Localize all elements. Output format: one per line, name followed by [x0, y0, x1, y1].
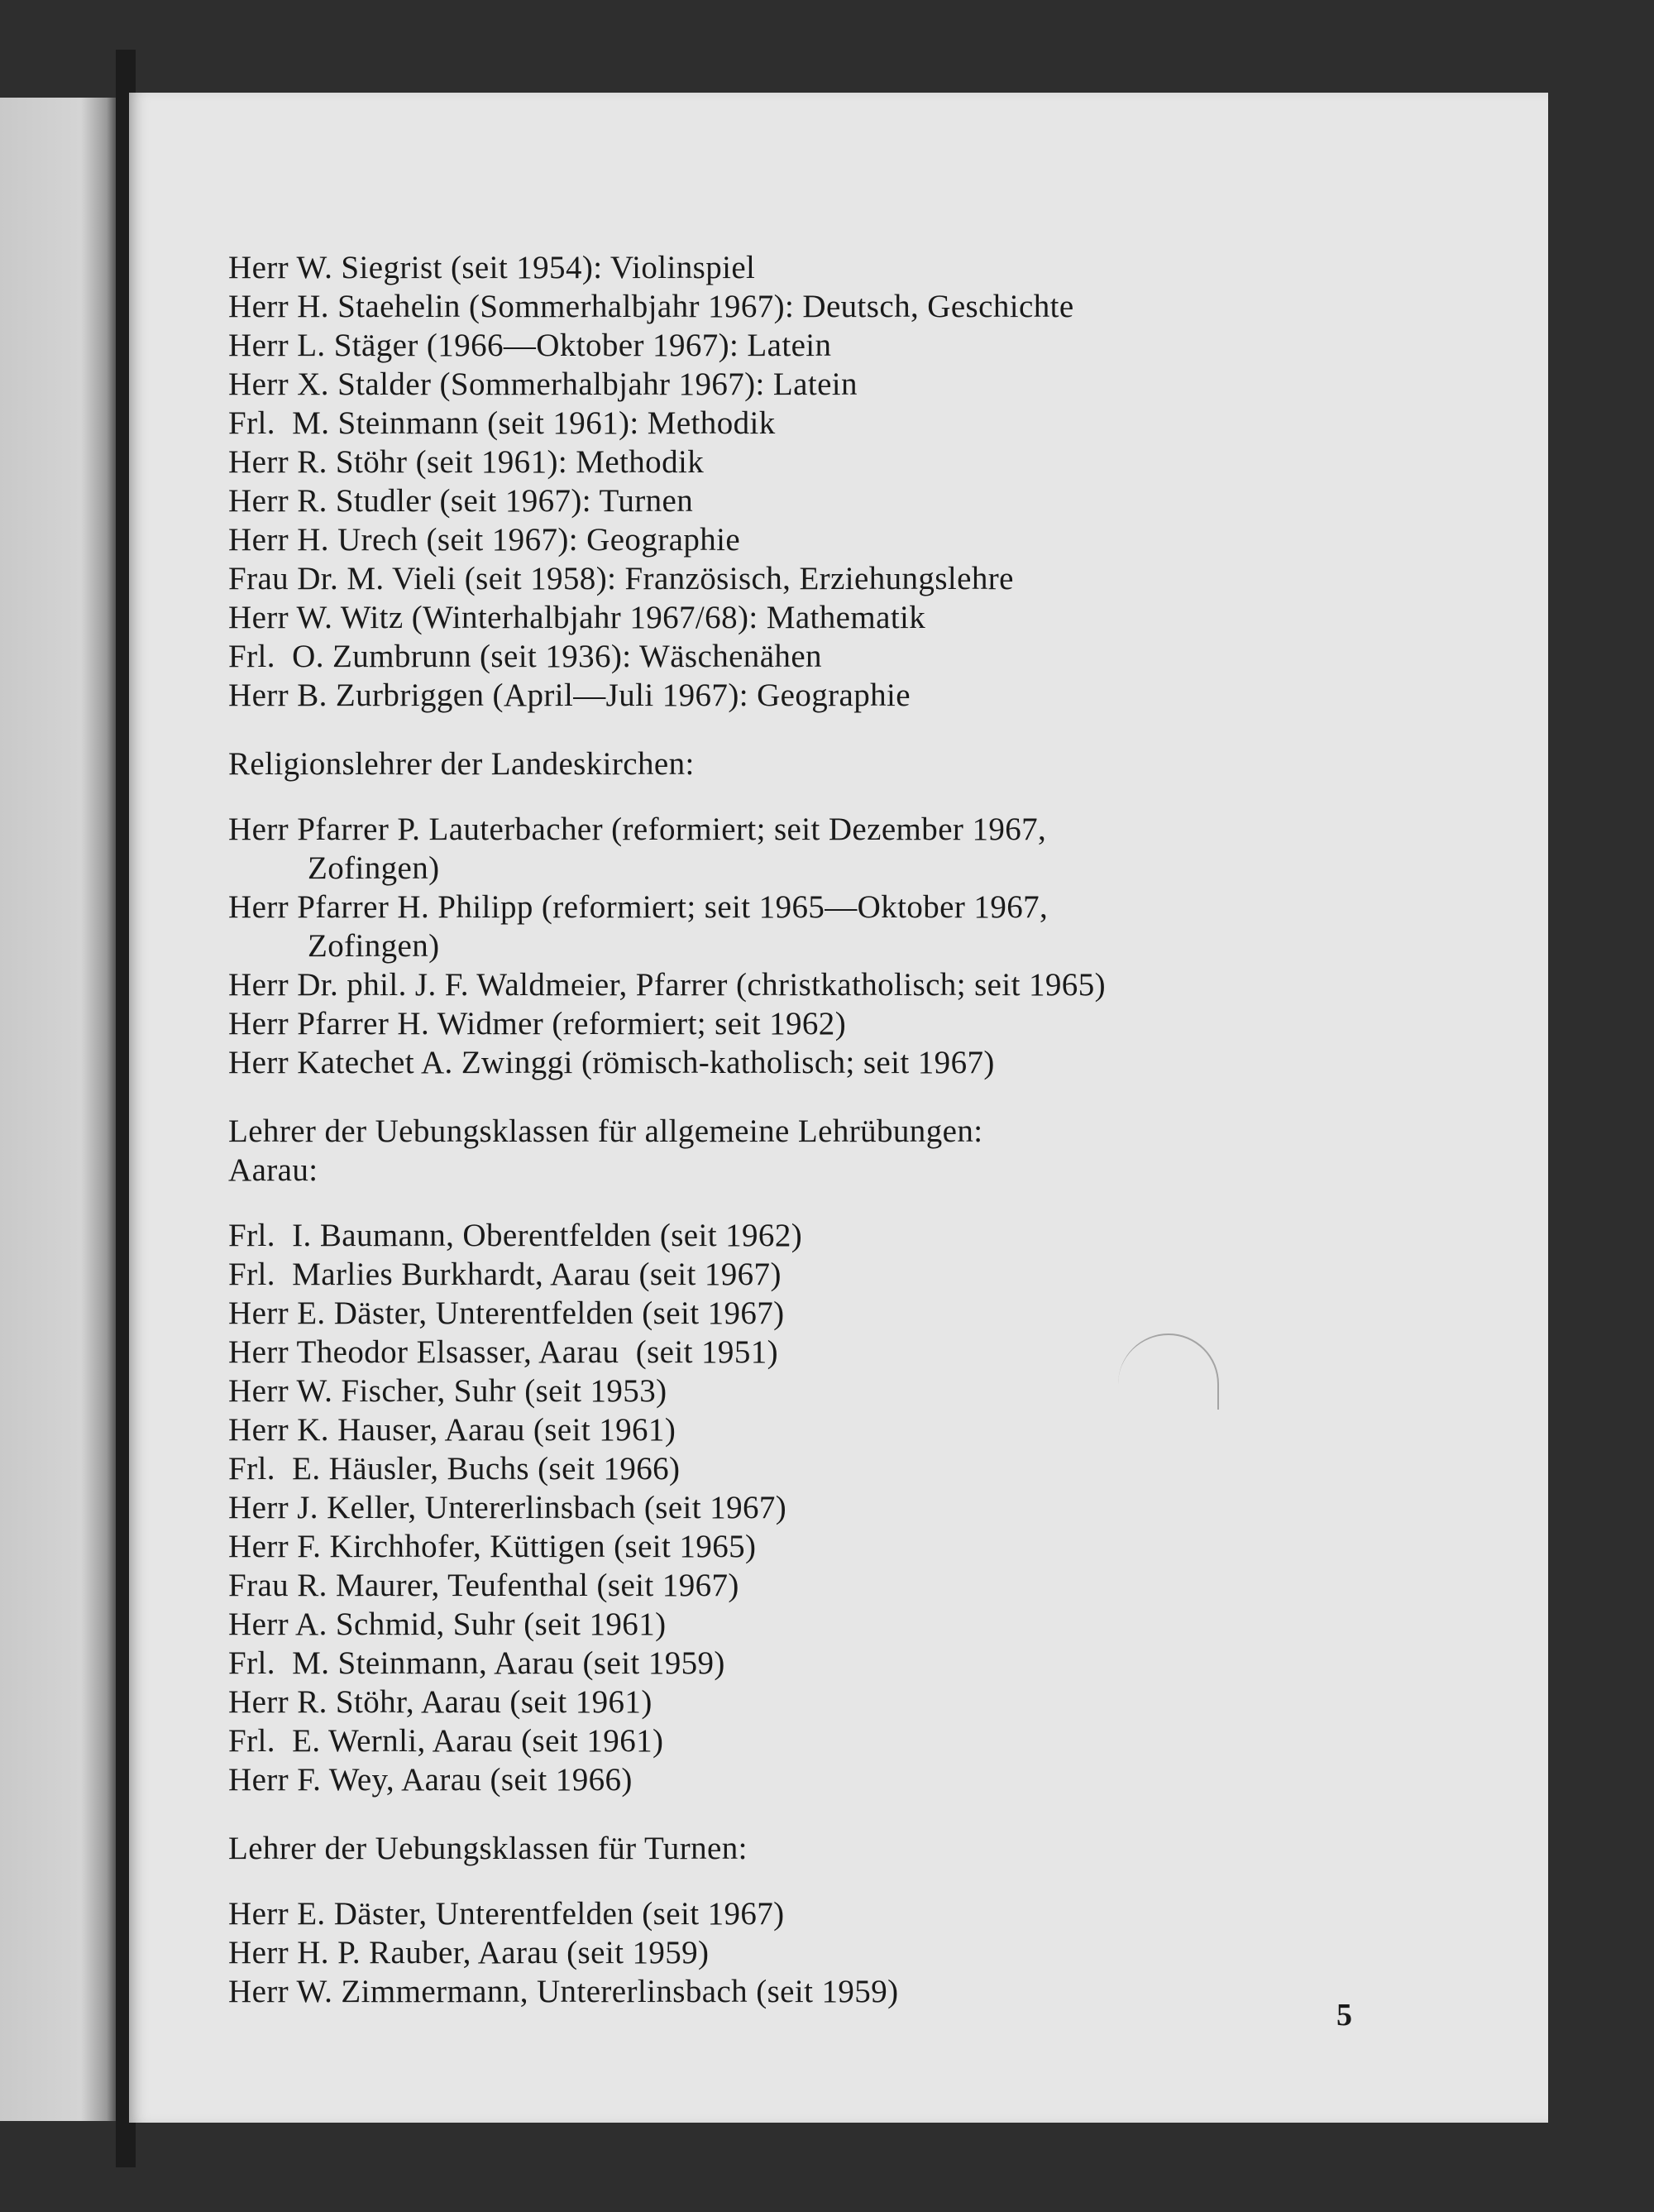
religion-section: [228, 745, 1452, 1082]
entry-continuation: Zofingen): [308, 928, 440, 964]
practice-heading: Lehrer der Uebungsklassen für allgemeine Lehrübungen:: [228, 1113, 983, 1149]
staff-line: Frl. M. Steinmann (seit 1961): Methodik: [228, 405, 776, 441]
staff-line: Herr B. Zurbriggen (April—Juli 1967): Geographie: [228, 677, 911, 713]
entry-line: Herr Pfarrer P. Lauterbacher (reformiert; seit Dezember 1967,: [228, 812, 1047, 847]
practice-line: Herr E. Däster, Unterentfelden (seit 1967): [228, 1295, 785, 1331]
practice-line: Herr W. Fischer, Suhr (seit 1953): [228, 1373, 667, 1409]
practice-line: Herr F. Kirchhofer, Küttigen (seit 1965): [228, 1529, 757, 1564]
practice-line: Frau R. Maurer, Teufenthal (seit 1967): [228, 1568, 739, 1603]
entry-line: Herr Katechet A. Zwinggi (römisch-katholisch; seit 1967): [228, 1045, 995, 1080]
practice-section: [228, 1112, 1452, 1799]
staff-line: Herr H. Staehelin (Sommerhalbjahr 1967): Deutsch, Geschichte: [228, 289, 1074, 324]
religion-entry: [228, 810, 1452, 888]
page-content: [228, 248, 1452, 2011]
staff-line: Herr L. Stäger (1966—Oktober 1967): Latein: [228, 328, 832, 363]
staff-line: Frl. O. Zumbrunn (seit 1936): Wäschenähen: [228, 639, 822, 674]
staff-line: Herr R. Stöhr (seit 1961): Methodik: [228, 444, 705, 480]
practice-line: Frl. I. Baumann, Oberentfelden (seit 1962): [228, 1218, 803, 1253]
document-page: [129, 93, 1548, 2123]
religion-entry: [228, 1043, 1452, 1082]
practice-line: Herr A. Schmid, Suhr (seit 1961): [228, 1606, 667, 1642]
page-number: 5: [1336, 1998, 1352, 2032]
staff-line: Herr H. Urech (seit 1967): Geographie: [228, 522, 741, 558]
practice-line: Herr K. Hauser, Aarau (seit 1961): [228, 1412, 676, 1448]
staff-list: [228, 248, 1452, 715]
religion-heading: Religionslehrer der Landeskirchen:: [228, 746, 695, 782]
staff-line: Herr R. Studler (seit 1967): Turnen: [228, 483, 694, 519]
practice-line: Herr Theodor Elsasser, Aarau (seit 1951): [228, 1334, 779, 1370]
practice-line: Frl. M. Steinmann, Aarau (seit 1959): [228, 1645, 725, 1681]
entry-continuation: Zofingen): [308, 850, 440, 886]
religion-entry: [228, 888, 1452, 965]
practice-line: Frl. Marlies Burkhardt, Aarau (seit 1967): [228, 1257, 782, 1292]
previous-page-edge: [0, 98, 116, 2121]
practice-line: Herr R. Stöhr, Aarau (seit 1961): [228, 1684, 653, 1720]
staff-line: Herr W. Witz (Winterhalbjahr 1967/68): Mathematik: [228, 600, 926, 635]
practice-subheading: Aarau:: [228, 1152, 318, 1188]
religion-entry: [228, 1004, 1452, 1043]
entry-line: Herr Pfarrer H. Widmer (reformiert; seit 1962): [228, 1006, 847, 1041]
staff-line: Herr W. Siegrist (seit 1954): Violinspiel: [228, 250, 756, 285]
entry-line: Herr Dr. phil. J. F. Waldmeier, Pfarrer (christkatholisch; seit 1965): [228, 967, 1106, 1003]
practice-line: Herr F. Wey, Aarau (seit 1966): [228, 1762, 633, 1798]
gym-line: Herr H. P. Rauber, Aarau (seit 1959): [228, 1935, 710, 1970]
gym-heading: Lehrer der Uebungsklassen für Turnen:: [228, 1831, 748, 1866]
religion-entry: [228, 965, 1452, 1004]
gym-section: [228, 1829, 1452, 2011]
gym-line: Herr E. Däster, Unterentfelden (seit 1967): [228, 1896, 785, 1932]
entry-line: Herr Pfarrer H. Philipp (reformiert; seit 1965—Oktober 1967,: [228, 889, 1049, 925]
practice-line: Frl. E. Häusler, Buchs (seit 1966): [228, 1451, 681, 1487]
practice-line: Herr J. Keller, Untererlinsbach (seit 1967): [228, 1490, 787, 1525]
staff-line: Herr X. Stalder (Sommerhalbjahr 1967): Latein: [228, 366, 858, 402]
gym-line: Herr W. Zimmermann, Untererlinsbach (seit 1959): [228, 1974, 899, 2009]
staff-line: Frau Dr. M. Vieli (seit 1958): Französisch, Erziehungslehre: [228, 561, 1014, 596]
practice-line: Frl. E. Wernli, Aarau (seit 1961): [228, 1723, 664, 1759]
